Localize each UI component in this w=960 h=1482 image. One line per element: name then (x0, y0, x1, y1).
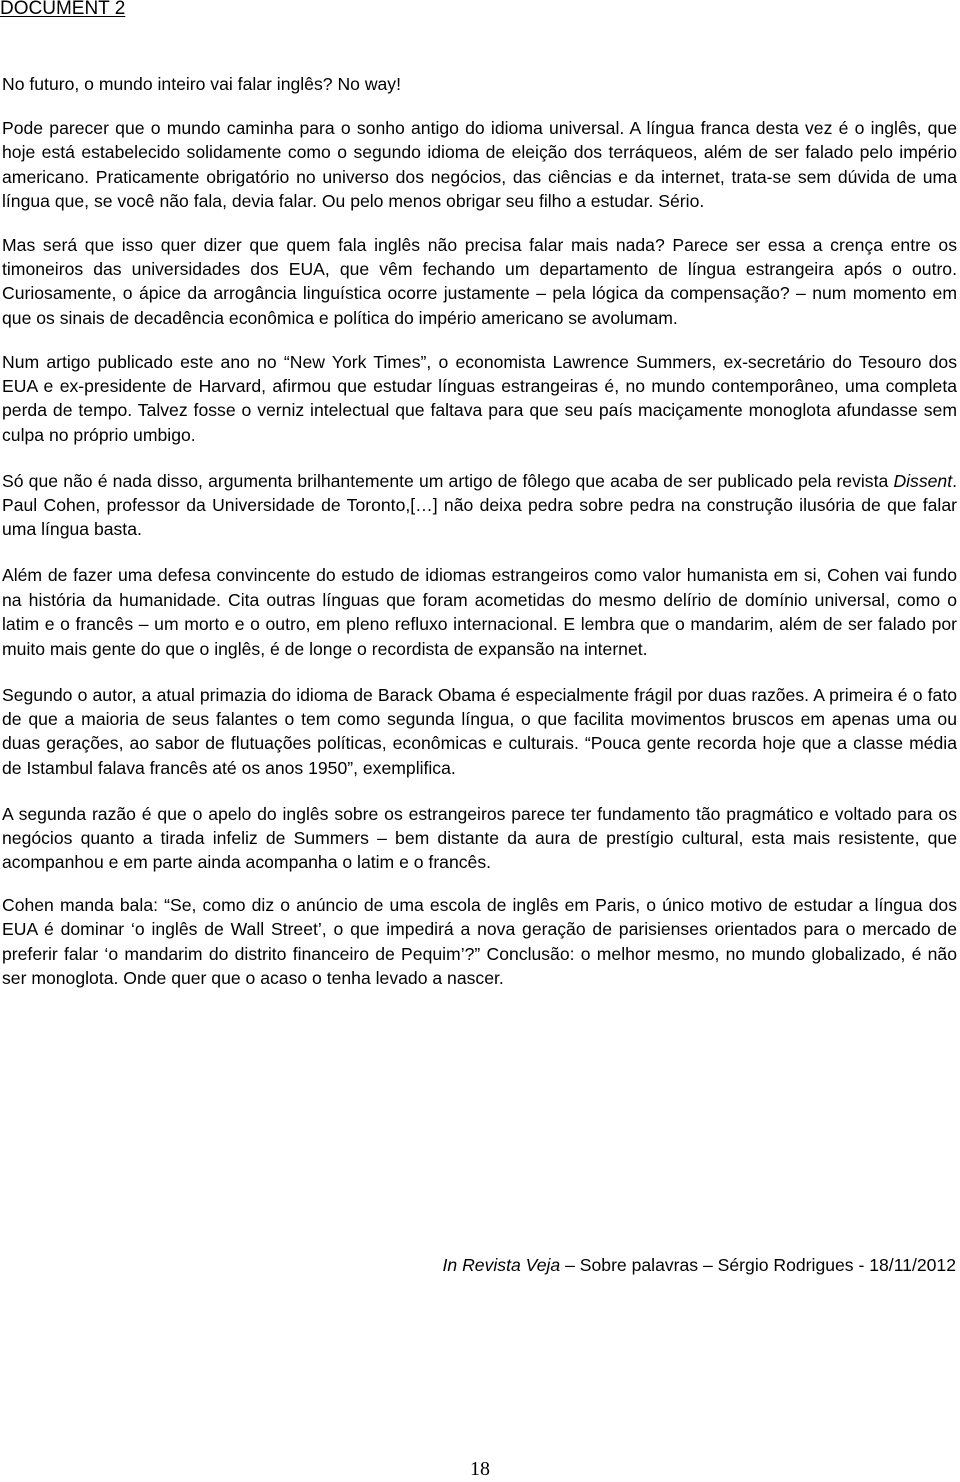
paragraph-1: Pode parecer que o mundo caminha para o sonho antigo do idioma universal. A língua franca desta vez é o inglês, que hoje está estabelecido solidamente como o segundo idioma de eleição dos terráqueos, além de ser falado pelo império americano. Praticamente obrigatório no universo dos negócios, das ciências e da internet, trata-se sem dúvida de uma língua que, se você não fala, devia falar. Ou pelo menos obrigar seu filho a estudar. Sério. (2, 117, 957, 211)
paragraph-7: A segunda razão é que o apelo do inglês sobre os estrangeiros parece ter fundamento tão pragmático e voltado para os negócios quanto a tirada infeliz de Summers – bem distante da aura de prestígio cultural, esta mais resistente, que acompanhou e em parte ainda acompanha o latim e o francês. (2, 803, 957, 873)
paragraph-2: Mas será que isso quer dizer que quem fala inglês não precisa falar mais nada? Parece ser essa a crença entre os timoneiros das universidades dos EUA, que vêm fechando um departamento de língua estrangeira após o outro. Curiosamente, o ápice da arrogância linguística ocorre justamente – pela lógica da compensação? – num momento em que os sinais de decadência econômica e política do império americano se avolumam. (2, 234, 957, 328)
article-title: No futuro, o mundo inteiro vai falar inglês? No way! (2, 74, 401, 94)
source-details: – Sobre palavras – Sérgio Rodrigues - 18/11/2012 (560, 1255, 956, 1275)
paragraph-4-lead: Só que não é nada disso, argumenta brilhantemente um artigo de fôlego que acaba de ser publicado pela revista (2, 470, 894, 491)
paragraph-6: Segundo o autor, a atual primazia do idioma de Barack Obama é especialmente frágil por duas razões. A primeira é o fato de que a maioria de seus falantes o tem como segunda língua, o que facilita movimentos bruscos em apenas uma ou duas gerações, ao sabor de flutuações políticas, econômicas e culturais. “Pouca gente recorda hoje que a classe média de Istambul falava francês até os anos 1950”, exemplifica. (2, 684, 957, 778)
paragraph-5: Além de fazer uma defesa convincente do estudo de idiomas estrangeiros como valor humanista em si, Cohen vai fundo na história da humanidade. Cita outras línguas que foram acometidas do mesmo delírio de domínio universal, como o latim e o francês – um morto e o outro, em pleno refluxo internacional. E lembra que o mandarim, além de ser falado por muito mais gente do que o inglês, é de longe o recordista de expansão na internet. (2, 565, 957, 659)
source-credit (443, 1253, 956, 1277)
article-body (2, 72, 957, 1010)
document-header: DOCUMENT 2 (0, 0, 126, 19)
paragraph-4-tail: . Paul Cohen, professor da Universidade de Toronto,[…] não deixa pedra sobre pedra na construção ilusória de que falar uma língua basta. (2, 470, 957, 540)
dissent-magazine-name: Dissent (893, 470, 953, 491)
source-publication: In Revista Veja (442, 1255, 561, 1275)
paragraph-3: Num artigo publicado este ano no “New York Times”, o economista Lawrence Summers, ex-secretário do Tesouro dos EUA e ex-presidente de Harvard, afirmou que estudar línguas estrangeiras é, no mundo contemporâneo, uma completa perda de tempo. Talvez fosse o verniz intelectual que faltava para que seu país maciçamente monoglota afundasse sem culpa no próprio umbigo. (2, 351, 957, 445)
page-number: 18 (470, 1458, 490, 1480)
paragraph-8: Cohen manda bala: “Se, como diz o anúncio de uma escola de inglês em Paris, o único motivo de estudar a língua dos EUA é dominar ‘o inglês de Wall Street’, o que impedirá a nova geração de parisienses orientados para o mercado de preferir falar ‘o mandarim do distrito financeiro de Pequim’?” Conclusão: o melhor mesmo, no mundo globalizado, é não ser monoglota. Onde quer que o acaso o tenha levado a nascer. (2, 894, 957, 989)
paragraph-4 (2, 469, 957, 542)
